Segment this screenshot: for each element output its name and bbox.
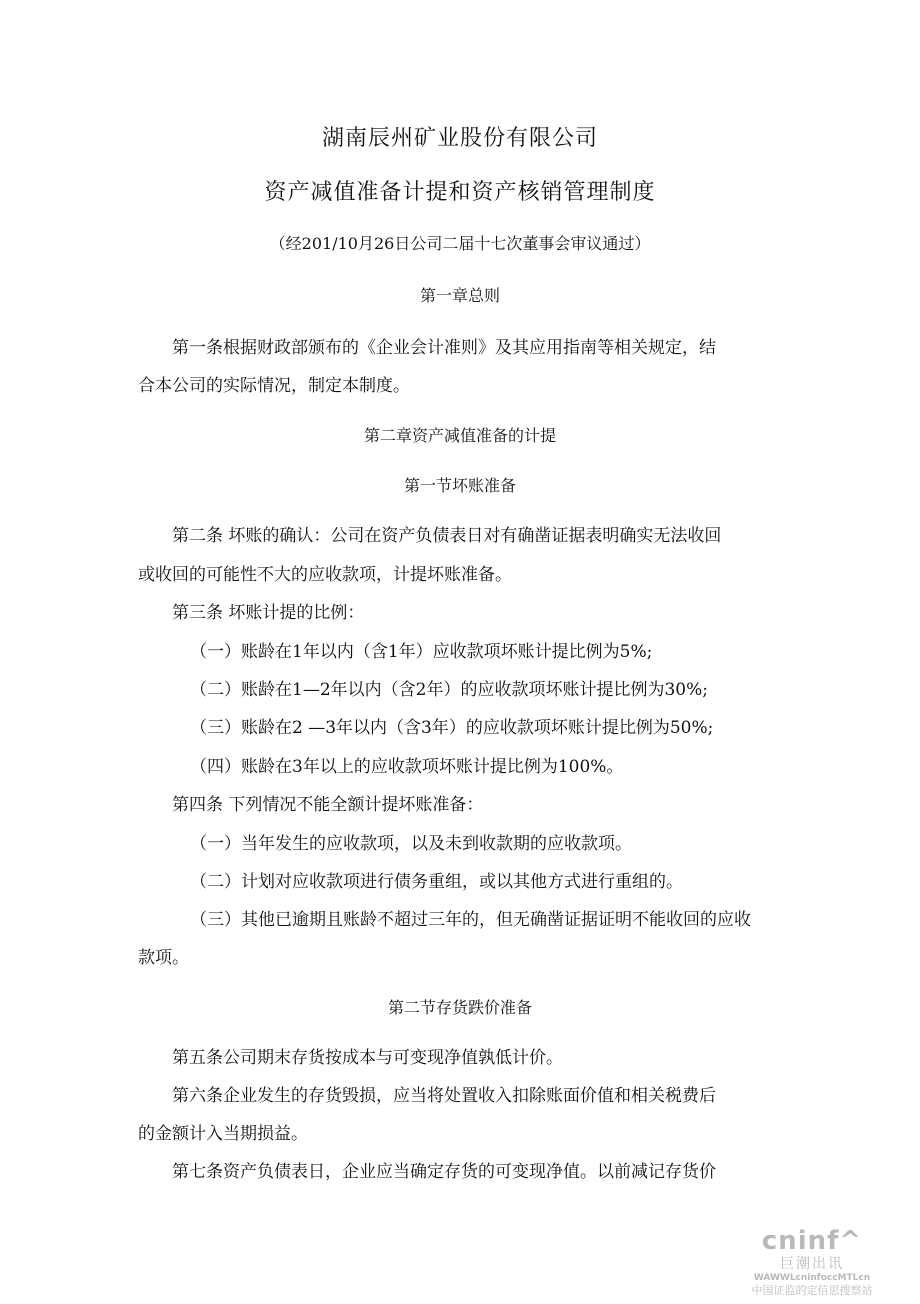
cninfo-watermark <box>722 1226 902 1298</box>
section-heading: 第二节存货跌价准备 <box>387 998 532 1017</box>
paragraph-line: 第七条资产负债表日，企业应当确定存货的可变现净值。以前减记存货价 <box>172 1162 716 1182</box>
watermark-logo: cninf^ <box>761 1226 863 1256</box>
approval-note: （经201/10月26日公司二届十七次董事会审议通过） <box>269 234 651 253</box>
list-item: （三）账龄在2 —3年以内（含3年）的应收款项坏账计提比例为50%; <box>190 718 714 738</box>
paragraph-line: 的金额计入当期损益。 <box>138 1124 308 1144</box>
paragraph-line: 第一条根据财政部颁布的《企业会计准则》及其应用指南等相关规定，结 <box>172 338 716 358</box>
document-title: 资产减值准备计提和资产核销管理制度 <box>264 180 656 205</box>
paragraph-line: 第二条 坏账的确认：公司在资产负债表日对有确凿证据表明确实无法收回 <box>172 526 722 546</box>
list-item: 款项。 <box>138 948 189 968</box>
paragraph-line: 合本公司的实际情况，制定本制度。 <box>138 376 410 396</box>
list-item: （一）当年发生的应收款项，以及未到收款期的应收款项。 <box>190 834 632 854</box>
watermark-name: 巨潮出讯 <box>780 1256 844 1272</box>
chapter-heading: 第二章资产减值准备的计提 <box>363 426 556 445</box>
list-item: （二）账龄在1—2年以内（含2年）的应收款项坏账计提比例为30%; <box>190 680 708 700</box>
paragraph-line: 第四条 下列情况不能全额计提坏账准备： <box>172 795 484 815</box>
section-heading: 第一节坏账准备 <box>403 476 516 495</box>
paragraph-line: 第三条 坏账计提的比例： <box>172 603 365 623</box>
paragraph-line: 第六条企业发生的存货毁损，应当将处置收入扣除账面价值和相关税费后 <box>172 1086 716 1106</box>
list-item: （四）账龄在3年以上的应收款项坏账计提比例为100%。 <box>190 757 624 777</box>
paragraph-line: 第五条公司期末存货按成本与可变现净值孰低计价。 <box>172 1048 563 1068</box>
company-name: 湖南辰州矿业股份有限公司 <box>321 126 598 151</box>
list-item: （三）其他已逾期且账龄不超过三年的，但无确凿证据证明不能收回的应收 <box>190 910 751 930</box>
watermark-url: WAWWLcninfoccMTLcn <box>753 1273 871 1283</box>
watermark-tagline: 中国证监的定信思搜察站 <box>751 1284 873 1297</box>
list-item: （二）计划对应收款项进行债务重组，或以其他方式进行重组的。 <box>190 872 683 892</box>
list-item: （一）账龄在1年以内（含1年）应收款项坏账计提比例为5%; <box>190 642 653 662</box>
chapter-heading: 第一章总则 <box>419 286 500 305</box>
paragraph-line: 或收回的可能性不大的应收款项，计提坏账准备。 <box>138 565 512 585</box>
